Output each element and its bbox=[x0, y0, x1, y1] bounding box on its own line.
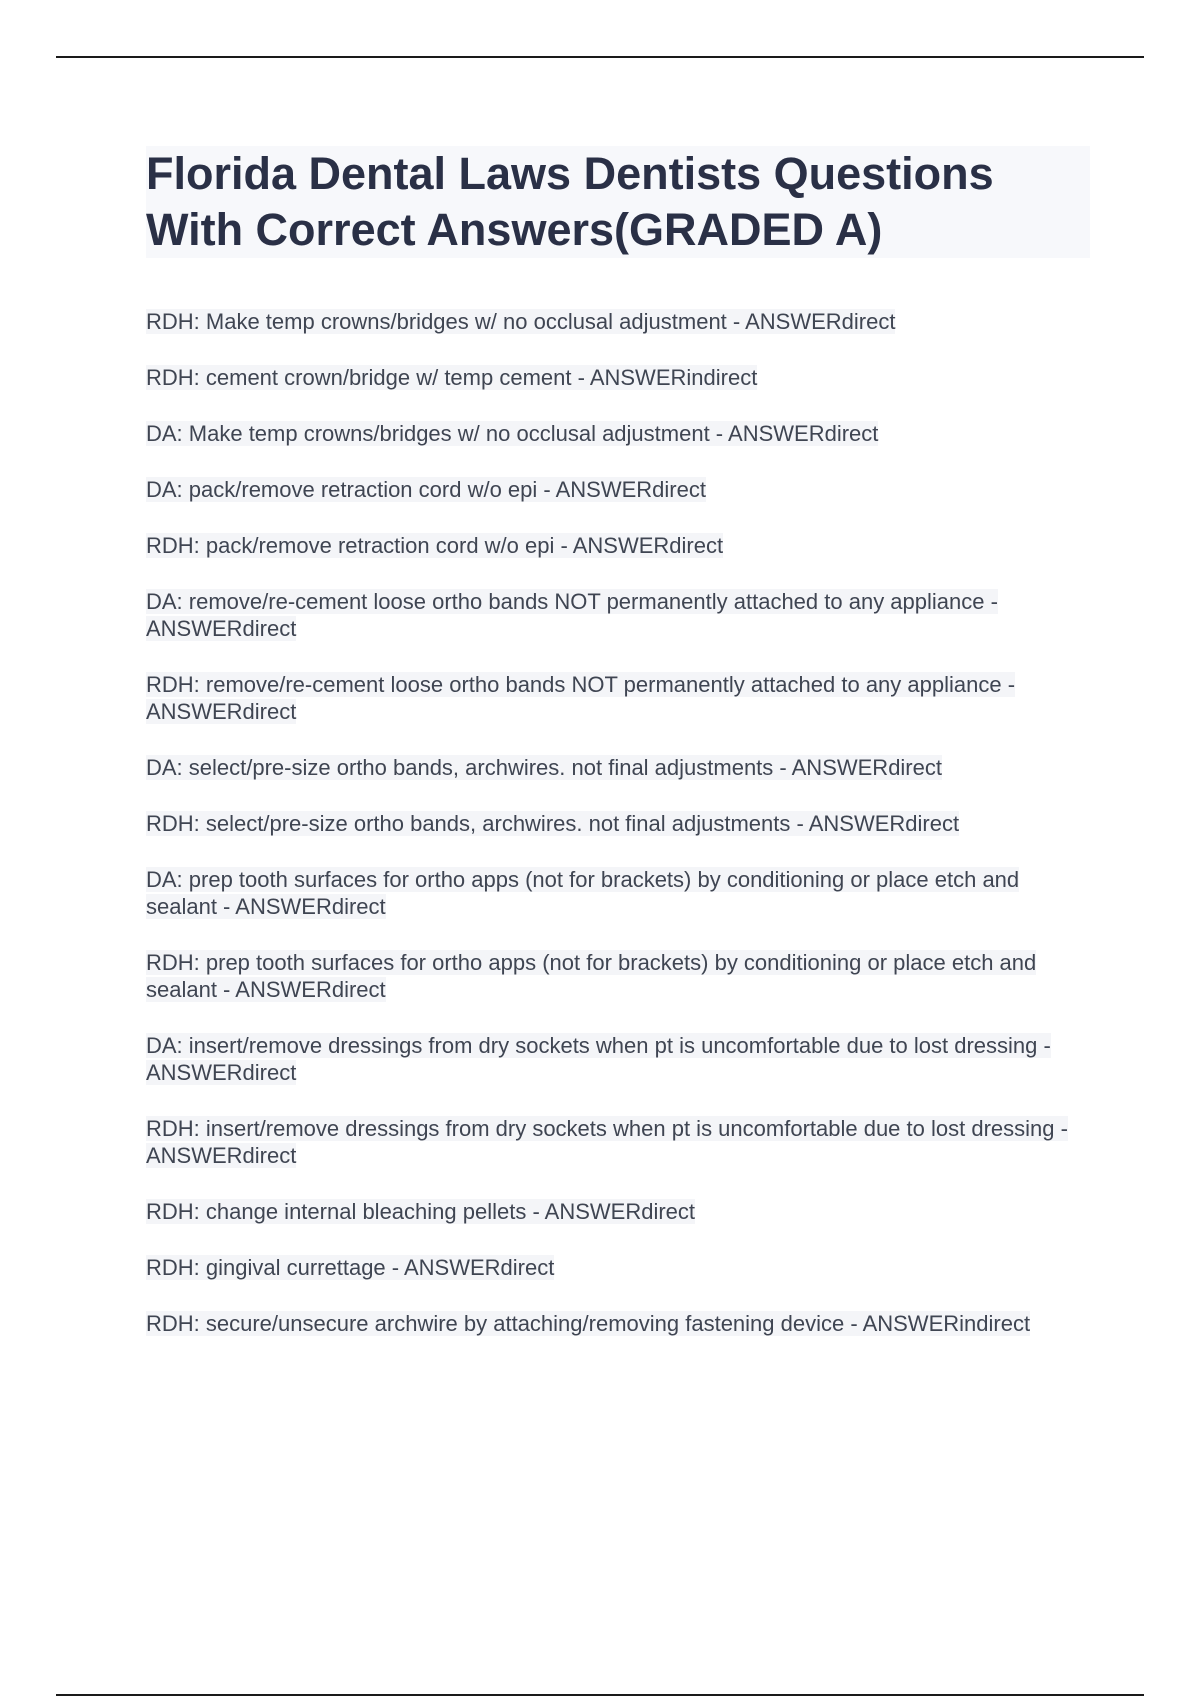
qa-item-text: RDH: remove/re-cement loose ortho bands NOT permanently attached to any appliance - ANSWERdirect bbox=[146, 672, 1016, 724]
qa-item bbox=[146, 1198, 1090, 1225]
qa-item bbox=[146, 949, 1090, 1003]
qa-item bbox=[146, 420, 1090, 447]
document-body bbox=[146, 146, 1090, 1366]
qa-item bbox=[146, 866, 1090, 920]
qa-item-text: DA: Make temp crowns/bridges w/ no occlusal adjustment - ANSWERdirect bbox=[146, 421, 879, 446]
qa-item bbox=[146, 1032, 1090, 1086]
qa-item bbox=[146, 476, 1090, 503]
qa-item-text: RDH: secure/unsecure archwire by attaching/removing fastening device - ANSWERindirect bbox=[146, 1311, 1031, 1336]
qa-item-text: RDH: insert/remove dressings from dry sockets when pt is uncomfortable due to lost dressing - ANSWERdirect bbox=[146, 1116, 1068, 1168]
title-block bbox=[146, 146, 1090, 258]
qa-item-text: RDH: cement crown/bridge w/ temp cement - ANSWERindirect bbox=[146, 365, 758, 390]
qa-list bbox=[146, 308, 1090, 1337]
qa-item-text: DA: insert/remove dressings from dry sockets when pt is uncomfortable due to lost dressing - ANSWERdirect bbox=[146, 1033, 1051, 1085]
bottom-rule bbox=[56, 1694, 1144, 1696]
qa-item-text: RDH: select/pre-size ortho bands, archwires. not final adjustments - ANSWERdirect bbox=[146, 811, 960, 836]
qa-item-text: RDH: pack/remove retraction cord w/o epi - ANSWERdirect bbox=[146, 533, 724, 558]
qa-item-text: RDH: gingival currettage - ANSWERdirect bbox=[146, 1255, 555, 1280]
qa-item bbox=[146, 754, 1090, 781]
qa-item-text: RDH: Make temp crowns/bridges w/ no occlusal adjustment - ANSWERdirect bbox=[146, 309, 896, 334]
qa-item bbox=[146, 532, 1090, 559]
qa-item bbox=[146, 364, 1090, 391]
qa-item-text: RDH: prep tooth surfaces for ortho apps (not for brackets) by conditioning or place etch and sealant - ANSWERdirect bbox=[146, 950, 1037, 1002]
qa-item bbox=[146, 588, 1090, 642]
qa-item-text: DA: pack/remove retraction cord w/o epi - ANSWERdirect bbox=[146, 477, 706, 502]
qa-item-text: DA: remove/re-cement loose ortho bands NOT permanently attached to any appliance - ANSWERdirect bbox=[146, 589, 998, 641]
top-rule bbox=[56, 56, 1144, 58]
qa-item bbox=[146, 671, 1090, 725]
qa-item bbox=[146, 810, 1090, 837]
qa-item bbox=[146, 1254, 1090, 1281]
qa-item bbox=[146, 1310, 1090, 1337]
qa-item bbox=[146, 308, 1090, 335]
qa-item-text: DA: prep tooth surfaces for ortho apps (not for brackets) by conditioning or place etch and sealant - ANSWERdirect bbox=[146, 867, 1020, 919]
qa-item-text: DA: select/pre-size ortho bands, archwires. not final adjustments - ANSWERdirect bbox=[146, 755, 942, 780]
qa-item-text: RDH: change internal bleaching pellets - ANSWERdirect bbox=[146, 1199, 696, 1224]
document-title: Florida Dental Laws Dentists Questions With Correct Answers(GRADED A) bbox=[146, 148, 994, 255]
qa-item bbox=[146, 1115, 1090, 1169]
